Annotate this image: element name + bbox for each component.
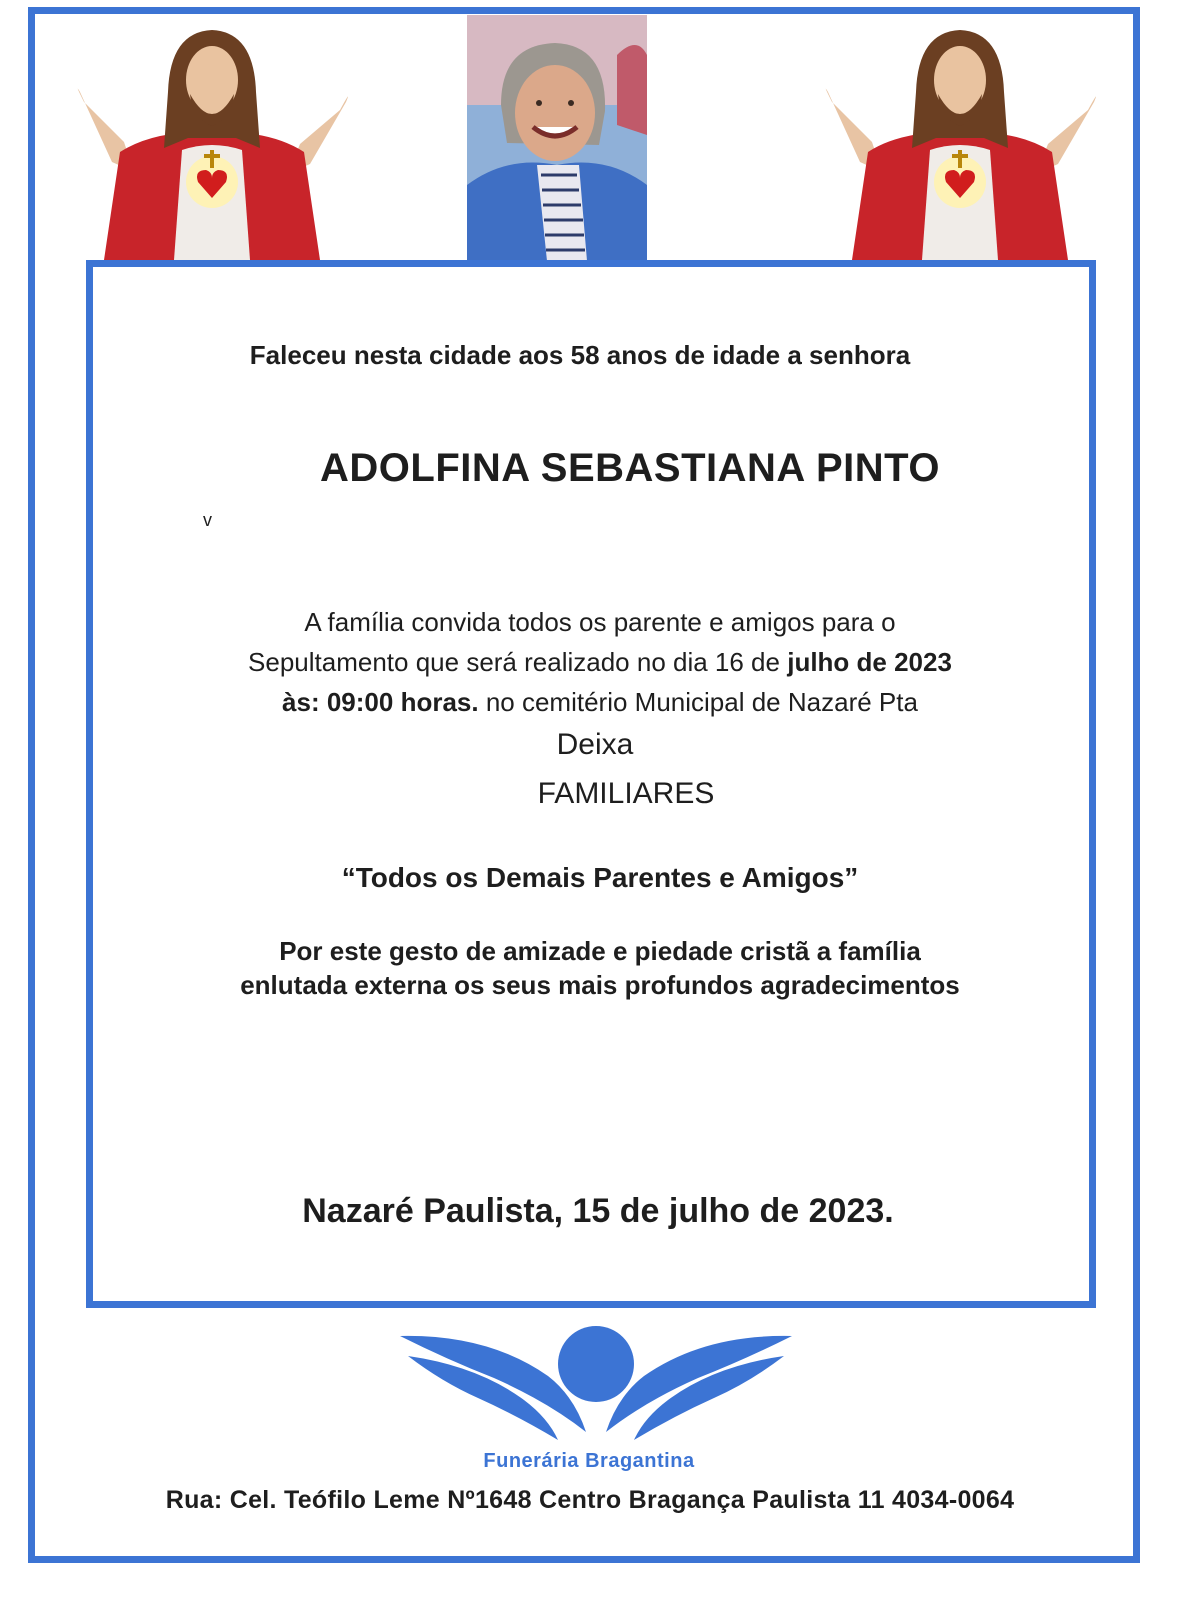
deceased-portrait-photo [467, 15, 647, 261]
place-and-date: Nazaré Paulista, 15 de julho de 2023. [302, 1192, 894, 1230]
leaves-label: Deixa [556, 728, 634, 761]
invite-line-2-prefix: Sepultamento que será realizado no dia 16 de [248, 647, 788, 677]
burial-time: às: 09:00 horas. [282, 687, 479, 717]
invite-line-1: A família convida todos os parente e amigos para o [304, 607, 896, 637]
relatives-quote: “Todos os Demais Parentes e Amigos” [341, 862, 859, 893]
funeral-home-logo [398, 1320, 794, 1460]
deceased-name: ADOLFINA SEBASTIANA PINTO [320, 446, 940, 490]
death-announcement-intro: Faleceu nesta cidade aos 58 anos de idade a senhora [249, 340, 911, 370]
invite-line-3 [0, 687, 1190, 718]
burial-location: no cemitério Municipal de Nazaré Pta [478, 687, 918, 717]
sacred-heart-right-image [812, 22, 1108, 260]
thanks-line-1: Por este gesto de amizade e piedade cristã a família [279, 936, 921, 966]
sacred-heart-left-image [64, 22, 360, 260]
funeral-home-address: Rua: Cel. Teófilo Leme Nº1648 Centro Bragança Paulista 11 4034-0064 [165, 1486, 1015, 1514]
family-label: FAMILIARES [537, 777, 715, 810]
thanks-line-2: enlutada externa os seus mais profundos agradecimentos [240, 970, 960, 1000]
burial-date: julho de 2023 [787, 647, 952, 677]
invite-line-2 [0, 647, 1190, 678]
funeral-home-name: Funerária Bragantina [483, 1450, 695, 1472]
stray-mark: v [203, 510, 212, 530]
